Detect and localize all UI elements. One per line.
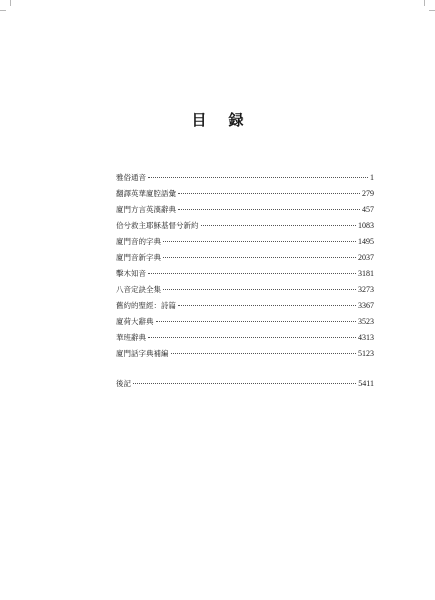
toc-entry-page: 1 <box>370 173 374 182</box>
dot-leader <box>148 273 356 274</box>
page-title-char: 目 <box>191 111 207 129</box>
toc-entry-title: 擊木知音 <box>116 269 146 278</box>
toc-entry[interactable] <box>116 170 374 186</box>
crop-mark <box>429 10 435 11</box>
toc-entry-postscript[interactable] <box>116 376 374 392</box>
toc-entry-title: 廈門方言英漢辭典 <box>116 205 176 214</box>
toc-entry-page: 1495 <box>358 237 374 246</box>
dot-leader <box>163 289 356 290</box>
toc-entry-title: 廈門音新字典 <box>116 253 161 262</box>
dot-leader <box>178 209 360 210</box>
toc-entry[interactable] <box>116 186 374 202</box>
dot-leader <box>148 337 356 338</box>
toc-entry[interactable] <box>116 282 374 298</box>
toc-entry[interactable] <box>116 202 374 218</box>
toc-entry-page: 279 <box>362 189 374 198</box>
dot-leader <box>163 257 356 258</box>
toc-entry[interactable] <box>116 266 374 282</box>
toc-entry-page: 3273 <box>358 285 374 294</box>
toc-entry[interactable] <box>116 218 374 234</box>
crop-mark <box>10 0 11 6</box>
toc-entry[interactable] <box>116 314 374 330</box>
toc-entry-page: 2037 <box>358 253 374 262</box>
toc-entry-title: 八音定訣全集 <box>116 285 161 294</box>
toc-entry[interactable] <box>116 234 374 250</box>
toc-entry-page: 5123 <box>358 349 374 358</box>
toc-entry-title: 翻譯英華廈腔語彙 <box>116 189 176 198</box>
toc-entry-page: 4313 <box>358 333 374 342</box>
toc-entry-page: 3523 <box>358 317 374 326</box>
dot-leader <box>178 305 356 306</box>
crop-mark <box>0 10 6 11</box>
toc-entry-title: 廈荷大辭典 <box>116 317 154 326</box>
toc-entry[interactable] <box>116 330 374 346</box>
toc-entry-title: 佮兮救主耶穌基督兮新約 <box>116 221 199 230</box>
dot-leader <box>156 321 357 322</box>
toc-entry[interactable] <box>116 250 374 266</box>
toc-entry[interactable] <box>116 298 374 314</box>
table-of-contents <box>116 170 374 392</box>
toc-entry-page: 3367 <box>358 301 374 310</box>
crop-mark <box>424 0 425 6</box>
toc-entry-page: 457 <box>362 205 374 214</box>
toc-entry-title: 舊約的聖經：詩篇 <box>116 301 176 310</box>
toc-entry-page: 5411 <box>358 379 374 388</box>
toc-entry-title: 華班辭典 <box>116 333 146 342</box>
toc-entry-page: 3181 <box>358 269 374 278</box>
toc-entry-title: 雅俗通音 <box>116 173 146 182</box>
dot-leader <box>171 353 357 354</box>
dot-leader <box>133 383 356 384</box>
section-gap <box>116 362 374 376</box>
toc-entry-title: 廈門話字典補編 <box>116 349 169 358</box>
page-title-char: 録 <box>228 111 244 129</box>
toc-entry-title: 廈門音的字典 <box>116 237 161 246</box>
page-title <box>0 109 435 130</box>
toc-entry-page: 1083 <box>358 221 374 230</box>
dot-leader <box>148 177 368 178</box>
dot-leader <box>163 241 356 242</box>
dot-leader <box>178 193 360 194</box>
toc-entry-title: 後記 <box>116 379 131 388</box>
toc-entry[interactable] <box>116 346 374 362</box>
dot-leader <box>201 225 357 226</box>
